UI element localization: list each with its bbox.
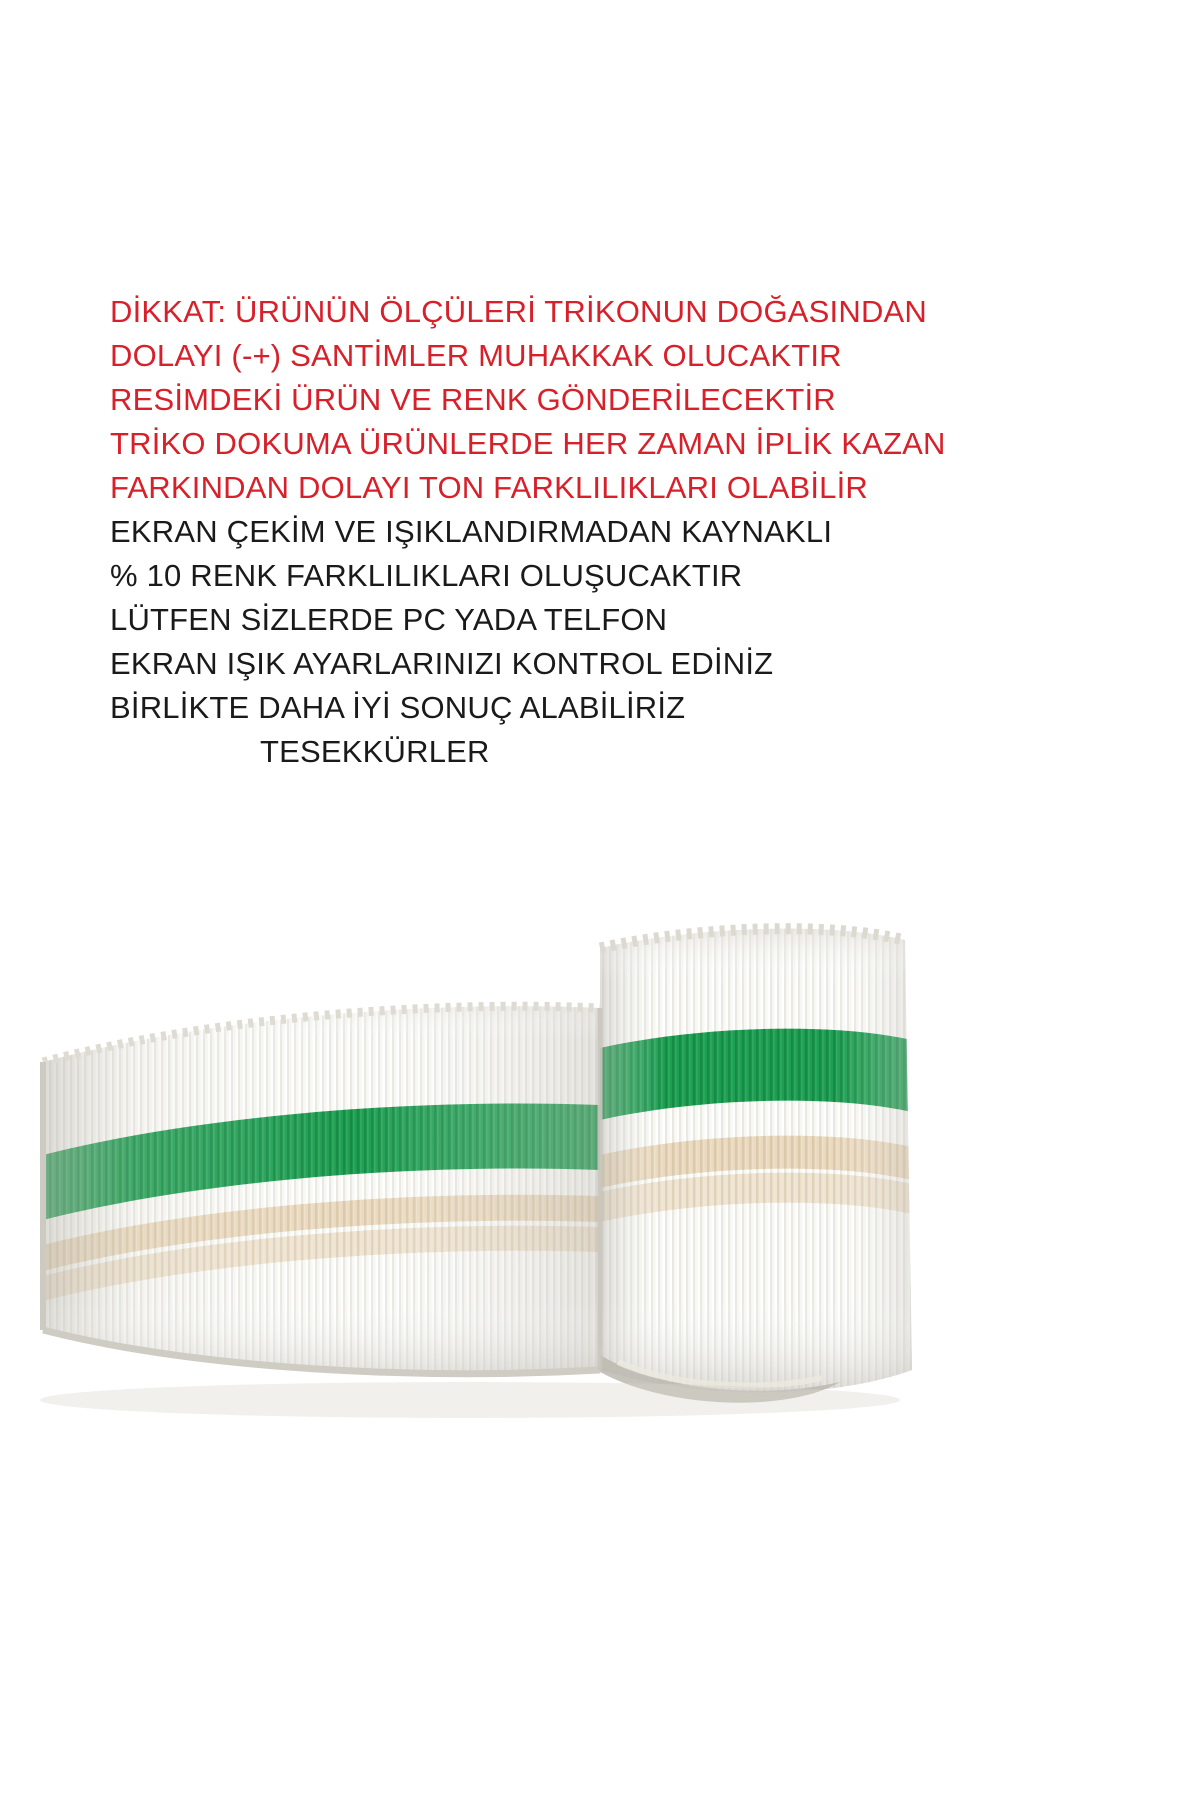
knitted-trim-roll-illustration [0, 900, 1200, 1680]
trim-roll-right [590, 910, 930, 1410]
notice-line: % 10 RENK FARKLILIKLARI OLUŞUCAKTIR [110, 558, 743, 593]
trim-band-left [30, 980, 620, 1400]
notice-line: FARKINDAN DOLAYI TON FARKLILIKLARI OLABİLİR [110, 470, 869, 505]
disclaimer-notice [110, 290, 1100, 774]
notice-line: TRİKO DOKUMA ÜRÜNLERDE HER ZAMAN İPLİK KAZAN [110, 426, 946, 461]
product-photo [0, 900, 1200, 1680]
notice-line: BİRLİKTE DAHA İYİ SONUÇ ALABİLİRİZ [110, 690, 686, 725]
notice-line: DOLAYI (-+) SANTİMLER MUHAKKAK OLUCAKTIR [110, 338, 842, 373]
notice-line: LÜTFEN SİZLERDE PC YADA TELFON [110, 602, 668, 637]
notice-line: EKRAN ÇEKİM VE IŞIKLANDIRMADAN KAYNAKLI [110, 514, 833, 549]
notice-line: RESİMDEKİ ÜRÜN VE RENK GÖNDERİLECEKTİR [110, 382, 836, 417]
notice-line: TESEKKÜRLER [260, 734, 490, 769]
contact-shadow [40, 1382, 900, 1418]
notice-line: EKRAN IŞIK AYARLARINIZI KONTROL EDİNİZ [110, 646, 774, 681]
notice-line: DİKKAT: ÜRÜNÜN ÖLÇÜLERİ TRİKONUN DOĞASINDAN [110, 294, 928, 329]
